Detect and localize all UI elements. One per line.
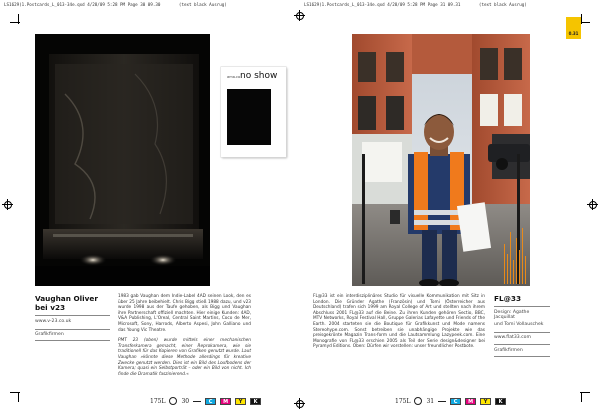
- trim-mark: [580, 392, 590, 393]
- page-tab-label: 0.31: [568, 31, 579, 36]
- divider: [438, 401, 446, 402]
- footer-right-folio: 175L: [395, 397, 411, 405]
- right-caption-category: Grafikfirmen: [494, 347, 523, 353]
- slug-left-date: 4/28/09: [87, 2, 105, 7]
- slug-right-note: (text black Ausrug): [478, 2, 527, 7]
- swatch-yellow: Y: [480, 398, 491, 405]
- photo-postman: [352, 34, 530, 286]
- right-caption-title: FL@33: [494, 294, 522, 303]
- swatch-black: K: [250, 398, 261, 405]
- swatch-magenta: M: [465, 398, 476, 405]
- footer-left-folio: 175L: [150, 397, 166, 405]
- camera-bed-image: [35, 34, 210, 286]
- slug-right-time: 5:28 PM: [407, 2, 426, 7]
- slug-right-num: 09.31: [447, 2, 461, 7]
- footer-right: [395, 396, 506, 406]
- no-show-panel: [221, 67, 286, 157]
- registration-mark-left: [2, 199, 13, 210]
- footer-left-page: 30: [181, 397, 190, 405]
- no-show-black-square: [227, 89, 271, 145]
- divider: [35, 329, 110, 330]
- slug-left-time: 5:28 PM: [107, 2, 126, 7]
- slug-right-page: Page 31: [427, 2, 446, 7]
- page-tab: [566, 17, 581, 39]
- registration-mark-top: [294, 10, 305, 21]
- footer-left: [150, 396, 261, 406]
- right-caption-url[interactable]: www.flat33.com: [494, 335, 531, 341]
- no-show-small: ama.co: [227, 75, 241, 79]
- left-caption-category: Grafikfirmen: [35, 332, 64, 338]
- divider: [494, 344, 550, 345]
- right-body-para1: FL@33 ist ein interdisziplinäres Studio für visuelle Kommunikation mit Sitz in London. Die Gründer Agathe (Französin) und Tomi (Österreicher aus Deutschland) trafen sich 1999 am Royal College of Art und stellten nach ihrem Abschluss 2001 FL@33 auf die Beine. Zu ihren Kunden gehören Sectio, BBC, MTV Networks, Royal Festival Hall, Gruppe Galerias Lafayette und Friends of the Earth. 2004 starteten sie die Boutique für Grafikkunst und Mode namens Stereohype.com. Sonst betreiben sie unabhängige Projekte wie das preisgekrönte Magazin Trans-form und die Lautsammlung Lazypeek.com. Eine Monografie von FL@33 erschien 2005 als Teil der Serie design&designer bei Pyramyd Editions. Oben: Dürfen wir vorstellen: unser freundlicher Postbote.: [313, 294, 485, 350]
- divider: [494, 306, 550, 307]
- slug-left: [4, 2, 227, 7]
- registration-circle-icon: [169, 397, 177, 405]
- swatch-cyan: C: [205, 398, 216, 405]
- divider: [35, 315, 110, 316]
- divider: [494, 356, 550, 357]
- slug-left-note: (text black Ausrug): [178, 2, 227, 7]
- swatch-cyan: C: [450, 398, 461, 405]
- trim-mark: [10, 392, 20, 393]
- right-body-text: [313, 294, 485, 350]
- trim-mark: [580, 22, 590, 23]
- left-caption-url[interactable]: www.v-23.co.uk: [35, 318, 72, 324]
- slug-right: [304, 2, 527, 7]
- slug-right-date: 4/28/09: [387, 2, 405, 7]
- divider: [193, 401, 201, 402]
- footer-right-page: 31: [426, 397, 435, 405]
- trim-mark: [10, 22, 20, 23]
- photo-camera-bed: [35, 34, 210, 286]
- slug-left-num: 09.30: [147, 2, 161, 7]
- left-body-para1: 1983 gab Vaughan dem Indie-Label 4AD seinen Look, den es über 25 Jahre beibehielt. Chris Bigg stieß 1988 dazu, und v23 wurde 1998 aus der Taufe gehoben, als Bigg und Vaughan ihre Partnerschaft offiziell machten. Hier einige Kunden: 4AD, V&A Publishing, L'Oreal, Central Saint Martins, Coco de Mer, Microsoft, Sony, Harrods, Alberto Aspesi, John Galliano und das Young Vic Theatre.: [118, 294, 251, 333]
- slug-left-file: LS1629(1.Postcards_L_013-34e.qxd: [4, 2, 85, 7]
- left-caption: [35, 294, 110, 341]
- slug-left-page: Page 30: [127, 2, 146, 7]
- right-caption: [494, 294, 550, 356]
- registration-mark-right: [587, 199, 598, 210]
- trim-mark: [18, 392, 19, 402]
- right-caption-design-2: und Tomi Vollauschek: [494, 321, 544, 327]
- left-body-text: [118, 294, 251, 377]
- divider: [35, 340, 110, 341]
- slug-right-file: LS1629(1.Postcards_L_013-34e.qxd: [304, 2, 385, 7]
- no-show-label: no show: [240, 71, 278, 81]
- left-caption-title: Vaughan Oliver bei v23: [35, 294, 98, 312]
- left-body-para2: PMT 23 (oben) wurde mittels einer mechanischen Transferkamera gemacht, einer Reprokamera, wie sie traditionell für das Kopieren von Grafiken genutzt wurde. Laut Vaughan »könnte diese Methode allerdings für kreative Zwecke genutzt werden. Dies ist ein Bild des Loufbodens der Kamera; quasi ein Selbstporträt – oder ein Bild von nicht. Ich finde die Dramatik faszinierend.«: [118, 338, 251, 377]
- swatch-magenta: M: [220, 398, 231, 405]
- divider: [494, 332, 550, 333]
- right-caption-design-1: Design: Agathe Jacquillat: [494, 309, 530, 320]
- registration-circle-icon: [414, 397, 422, 405]
- orange-bars-graphic: [502, 224, 530, 284]
- swatch-yellow: Y: [235, 398, 246, 405]
- swatch-black: K: [495, 398, 506, 405]
- registration-mark-bottom: [294, 398, 305, 409]
- trim-mark: [581, 392, 582, 402]
